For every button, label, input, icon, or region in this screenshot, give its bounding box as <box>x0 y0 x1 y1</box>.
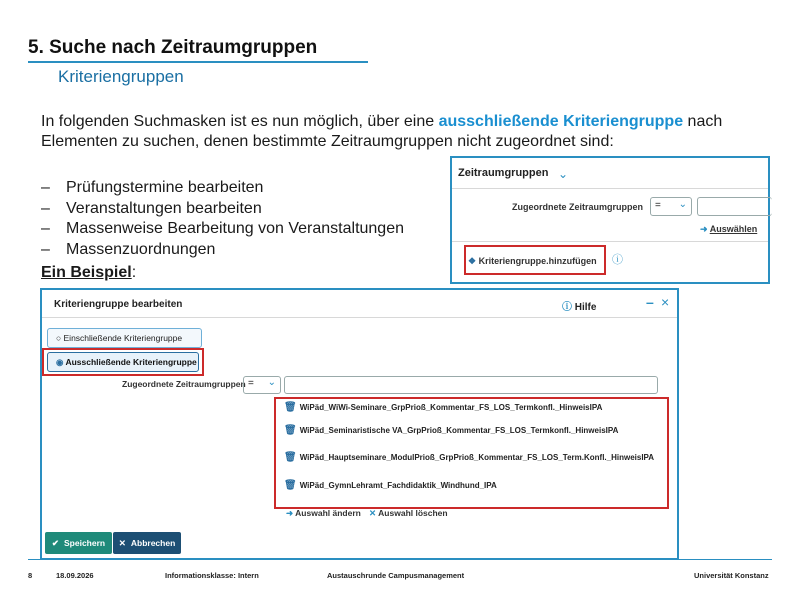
add-criteria-group-button[interactable]: ❖ Kriteriengruppe.hinzufügen <box>468 256 597 266</box>
slide-subtitle: Kriteriengruppen <box>58 67 184 86</box>
operator-select[interactable]: = ⌄ <box>650 197 692 216</box>
slide-title: 5. Suche nach Zeitraumgruppen <box>28 37 318 58</box>
title-underline <box>28 61 368 63</box>
check-icon: ✔ <box>51 537 59 548</box>
arrow-right-icon: ➜ <box>286 508 294 518</box>
delete-selection-link[interactable]: ✕ Auswahl löschen <box>369 508 448 518</box>
footer-classification: Informationsklasse: Intern <box>165 571 259 580</box>
help-link[interactable]: ⓘ Hilfe <box>562 302 597 313</box>
example-heading: Ein Beispiel: <box>41 264 137 281</box>
zeitraumgruppen-panel <box>450 156 770 284</box>
field-label: Zugeordnete Zeitraumgruppen <box>122 379 246 389</box>
footer-university: Universität Konstanz <box>694 571 769 580</box>
footer-project: Austauschrunde Campusmanagement <box>327 571 465 580</box>
operator-select[interactable]: = ⌄ <box>243 376 281 394</box>
bullet-item: – Veranstaltungen bearbeiten <box>41 199 262 217</box>
criteria-group-editor <box>40 288 679 560</box>
close-icon[interactable]: × <box>661 294 670 310</box>
trash-icon[interactable]: 🗑 <box>284 425 297 436</box>
field-label: Zugeordnete Zeitraumgruppen <box>512 202 644 212</box>
change-selection-link[interactable]: ➜ Auswahl ändern <box>286 508 361 518</box>
trash-icon[interactable]: 🗑 <box>284 452 297 463</box>
choose-link[interactable]: ➜ Auswählen <box>700 224 758 234</box>
editor-title: Kriteriengruppe bearbeiten <box>54 299 183 310</box>
footer-date: 18.09.2026 <box>56 571 94 580</box>
divider <box>42 317 677 318</box>
bullet-item: – Prüfungstermine bearbeiten <box>41 179 264 196</box>
intro-highlight: ausschließende Kriteriengruppe <box>438 113 684 130</box>
radio-inclusive-label[interactable]: ○ Einschließende Kriteriengruppe <box>56 333 183 343</box>
radio-unchecked-icon: ○ <box>56 333 62 343</box>
radio-exclusive-label[interactable]: ◉ Ausschließende Kriteriengruppe <box>56 357 197 367</box>
add-group-icon: ❖ <box>468 256 477 266</box>
list-item: 🗑 WiPäd_Seminaristische VA_GrpPrioß_Kommentar_FS_LOS_Termkonfl._HinweisIPA <box>284 425 619 436</box>
trash-icon[interactable]: 🗑 <box>284 402 297 413</box>
zeitraumgruppen-input[interactable] <box>284 376 658 394</box>
page-number: 8 <box>28 571 33 580</box>
close-icon: ✕ <box>369 508 377 518</box>
chevron-down-icon: ⌄ <box>267 377 276 388</box>
cancel-button[interactable]: ✕ Abbrechen <box>113 532 181 554</box>
zeitraumgruppen-input[interactable] <box>697 197 772 216</box>
footer-divider <box>28 559 772 560</box>
save-button[interactable]: ✔ Speichern <box>45 532 112 554</box>
trash-icon[interactable]: 🗑 <box>284 480 297 491</box>
arrow-right-icon: ➜ <box>700 224 708 234</box>
list-item: 🗑 WiPäd_WiWi-Seminare_GrpPrioß_Kommentar_FS_LOS_Termkonfl._HinweisIPA <box>284 402 603 413</box>
info-icon: ⓘ <box>562 302 572 313</box>
intro-text <box>41 112 741 152</box>
intro-text-part2: nach Elementen zu suchen, denen bestimmte Zeitraumgruppen nicht zugeordnet sind: <box>41 113 723 150</box>
bullet-list <box>41 178 404 260</box>
info-icon[interactable]: ⓘ <box>612 254 623 266</box>
minimize-icon[interactable]: – <box>646 294 654 310</box>
list-item: 🗑 WiPäd_GymnLehramt_Fachdidaktik_Windhund_IPA <box>284 480 497 491</box>
divider <box>452 241 768 242</box>
panel-title: Zeitraumgruppen <box>458 167 549 179</box>
close-icon: ✕ <box>118 537 126 548</box>
chevron-down-icon[interactable]: ⌄ <box>558 167 569 181</box>
list-item: 🗑 WiPäd_Hauptseminare_ModulPrioß_GrpPrioß_Kommentar_FS_LOS_Term.Konfl._HinweisIPA <box>284 452 655 463</box>
bullet-item: – Massenzuordnungen <box>41 240 216 258</box>
intro-text-part1: In folgenden Suchmasken ist es nun möglich, über eine <box>41 113 439 130</box>
bullet-item: – Massenweise Bearbeitung von Veranstaltungen <box>41 220 404 237</box>
radio-checked-icon: ◉ <box>56 357 64 367</box>
chevron-down-icon: ⌄ <box>678 199 687 210</box>
divider <box>452 188 768 189</box>
